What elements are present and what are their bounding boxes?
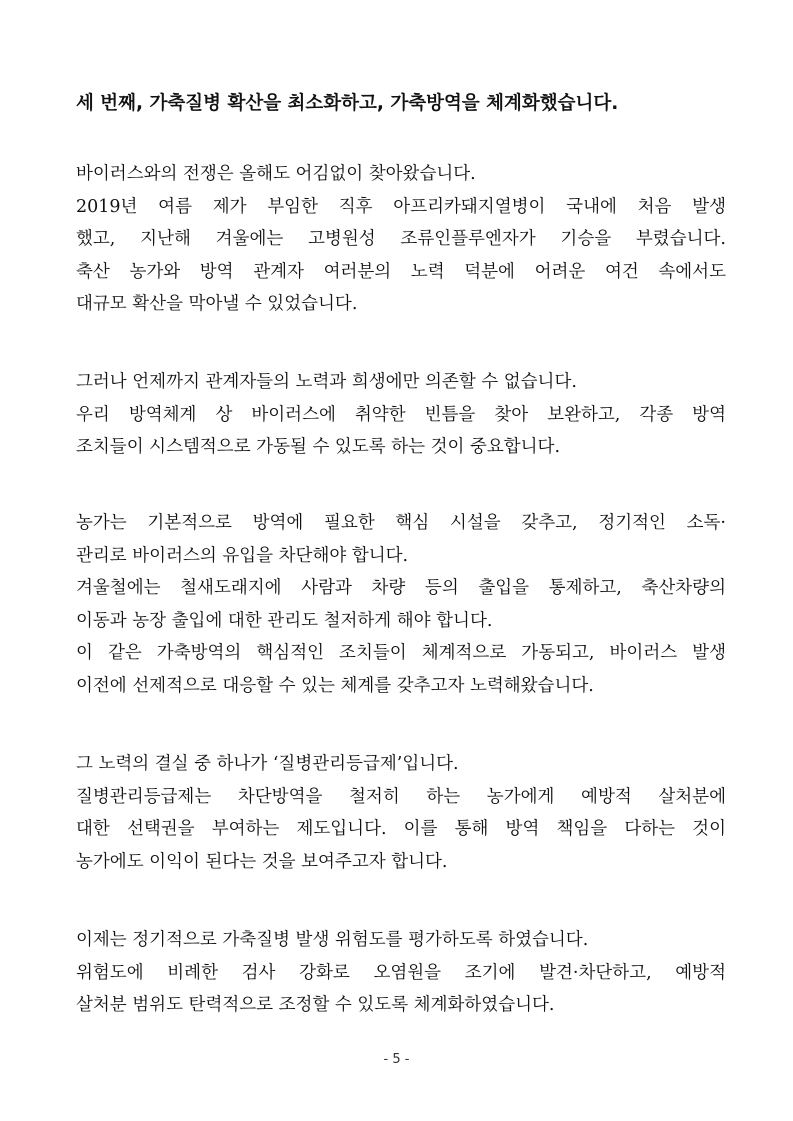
paragraph-farm-measures <box>76 507 726 702</box>
text-line: 대규모 확산을 막아낼 수 있었습니다. <box>76 294 358 314</box>
section-heading: 세 번째, 가축질병 확산을 최소화하고, 가축방역을 체계화했습니다. <box>76 93 619 114</box>
paragraph-risk-assessment <box>76 924 726 1022</box>
text-line: 이 같은 가축방역의 핵심적인 조치들이 체계적으로 가동되고, 바이러스 발생 <box>76 643 726 663</box>
text-line: 했고, 지난해 겨울에는 고병원성 조류인플루엔자가 기승을 부렸습니다. <box>76 229 726 249</box>
text-line: 그 노력의 결실 중 하나가 ‘질병관리등급제’입니다. <box>76 754 459 774</box>
text-line: 그러나 언제까지 관계자들의 노력과 희생에만 의존할 수 없습니다. <box>76 372 577 392</box>
text-line: 이동과 농장 출입에 대한 관리도 철저하게 해야 합니다. <box>76 610 493 631</box>
text-line: 겨울철에는 철새도래지에 사람과 차량 등의 출입을 통제하고, 축산차량의 <box>76 578 726 598</box>
text-line: 이전에 선제적으로 대응할 수 있는 체계를 갖추고자 노력해왔습니다. <box>76 675 594 696</box>
text-line: 농가는 기본적으로 방역에 필요한 핵심 시설을 갖추고, 정기적인 소독· <box>76 513 726 533</box>
text-line: 대한 선택권을 부여하는 제도입니다. 이를 통해 방역 책임을 다하는 것이 <box>76 819 726 839</box>
text-line: 질병관리등급제는 차단방역을 철저히 하는 농가에게 예방적 살처분에 <box>76 786 726 807</box>
text-line: 살처분 범위도 탄력적으로 조정할 수 있도록 체계화하였습니다. <box>76 995 555 1015</box>
text-line: 우리 방역체계 상 바이러스에 취약한 빈틈을 찾아 보완하고, 각종 방역 <box>76 404 726 425</box>
text-line: 농가에도 이익이 된다는 것을 보여주고자 합니다. <box>76 851 448 872</box>
text-line: 2019년 여름 제가 부임한 직후 아프리카돼지열병이 국내에 처음 발생 <box>76 196 726 217</box>
text-line: 조치들이 시스템적으로 가동될 수 있도록 하는 것이 중요합니다. <box>76 437 561 457</box>
paragraph-virus-war <box>76 158 726 321</box>
page-number: - 5 - <box>383 1052 410 1067</box>
text-line: 바이러스와의 전쟁은 올해도 어김없이 찾아왔습니다. <box>76 164 476 184</box>
paragraph-system <box>76 366 726 464</box>
text-line: 관리로 바이러스의 유입을 차단해야 합니다. <box>76 545 409 566</box>
paragraph-grading-system <box>76 748 726 878</box>
text-line: 위험도에 비례한 검사 강화로 오염원을 조기에 발견·차단하고, 예방적 <box>76 962 726 983</box>
text-line: 축산 농가와 방역 관계자 여러분의 노력 덕분에 어려운 여건 속에서도 <box>76 261 726 282</box>
text-line: 이제는 정기적으로 가축질병 발생 위험도를 평가하도록 하였습니다. <box>76 930 589 950</box>
